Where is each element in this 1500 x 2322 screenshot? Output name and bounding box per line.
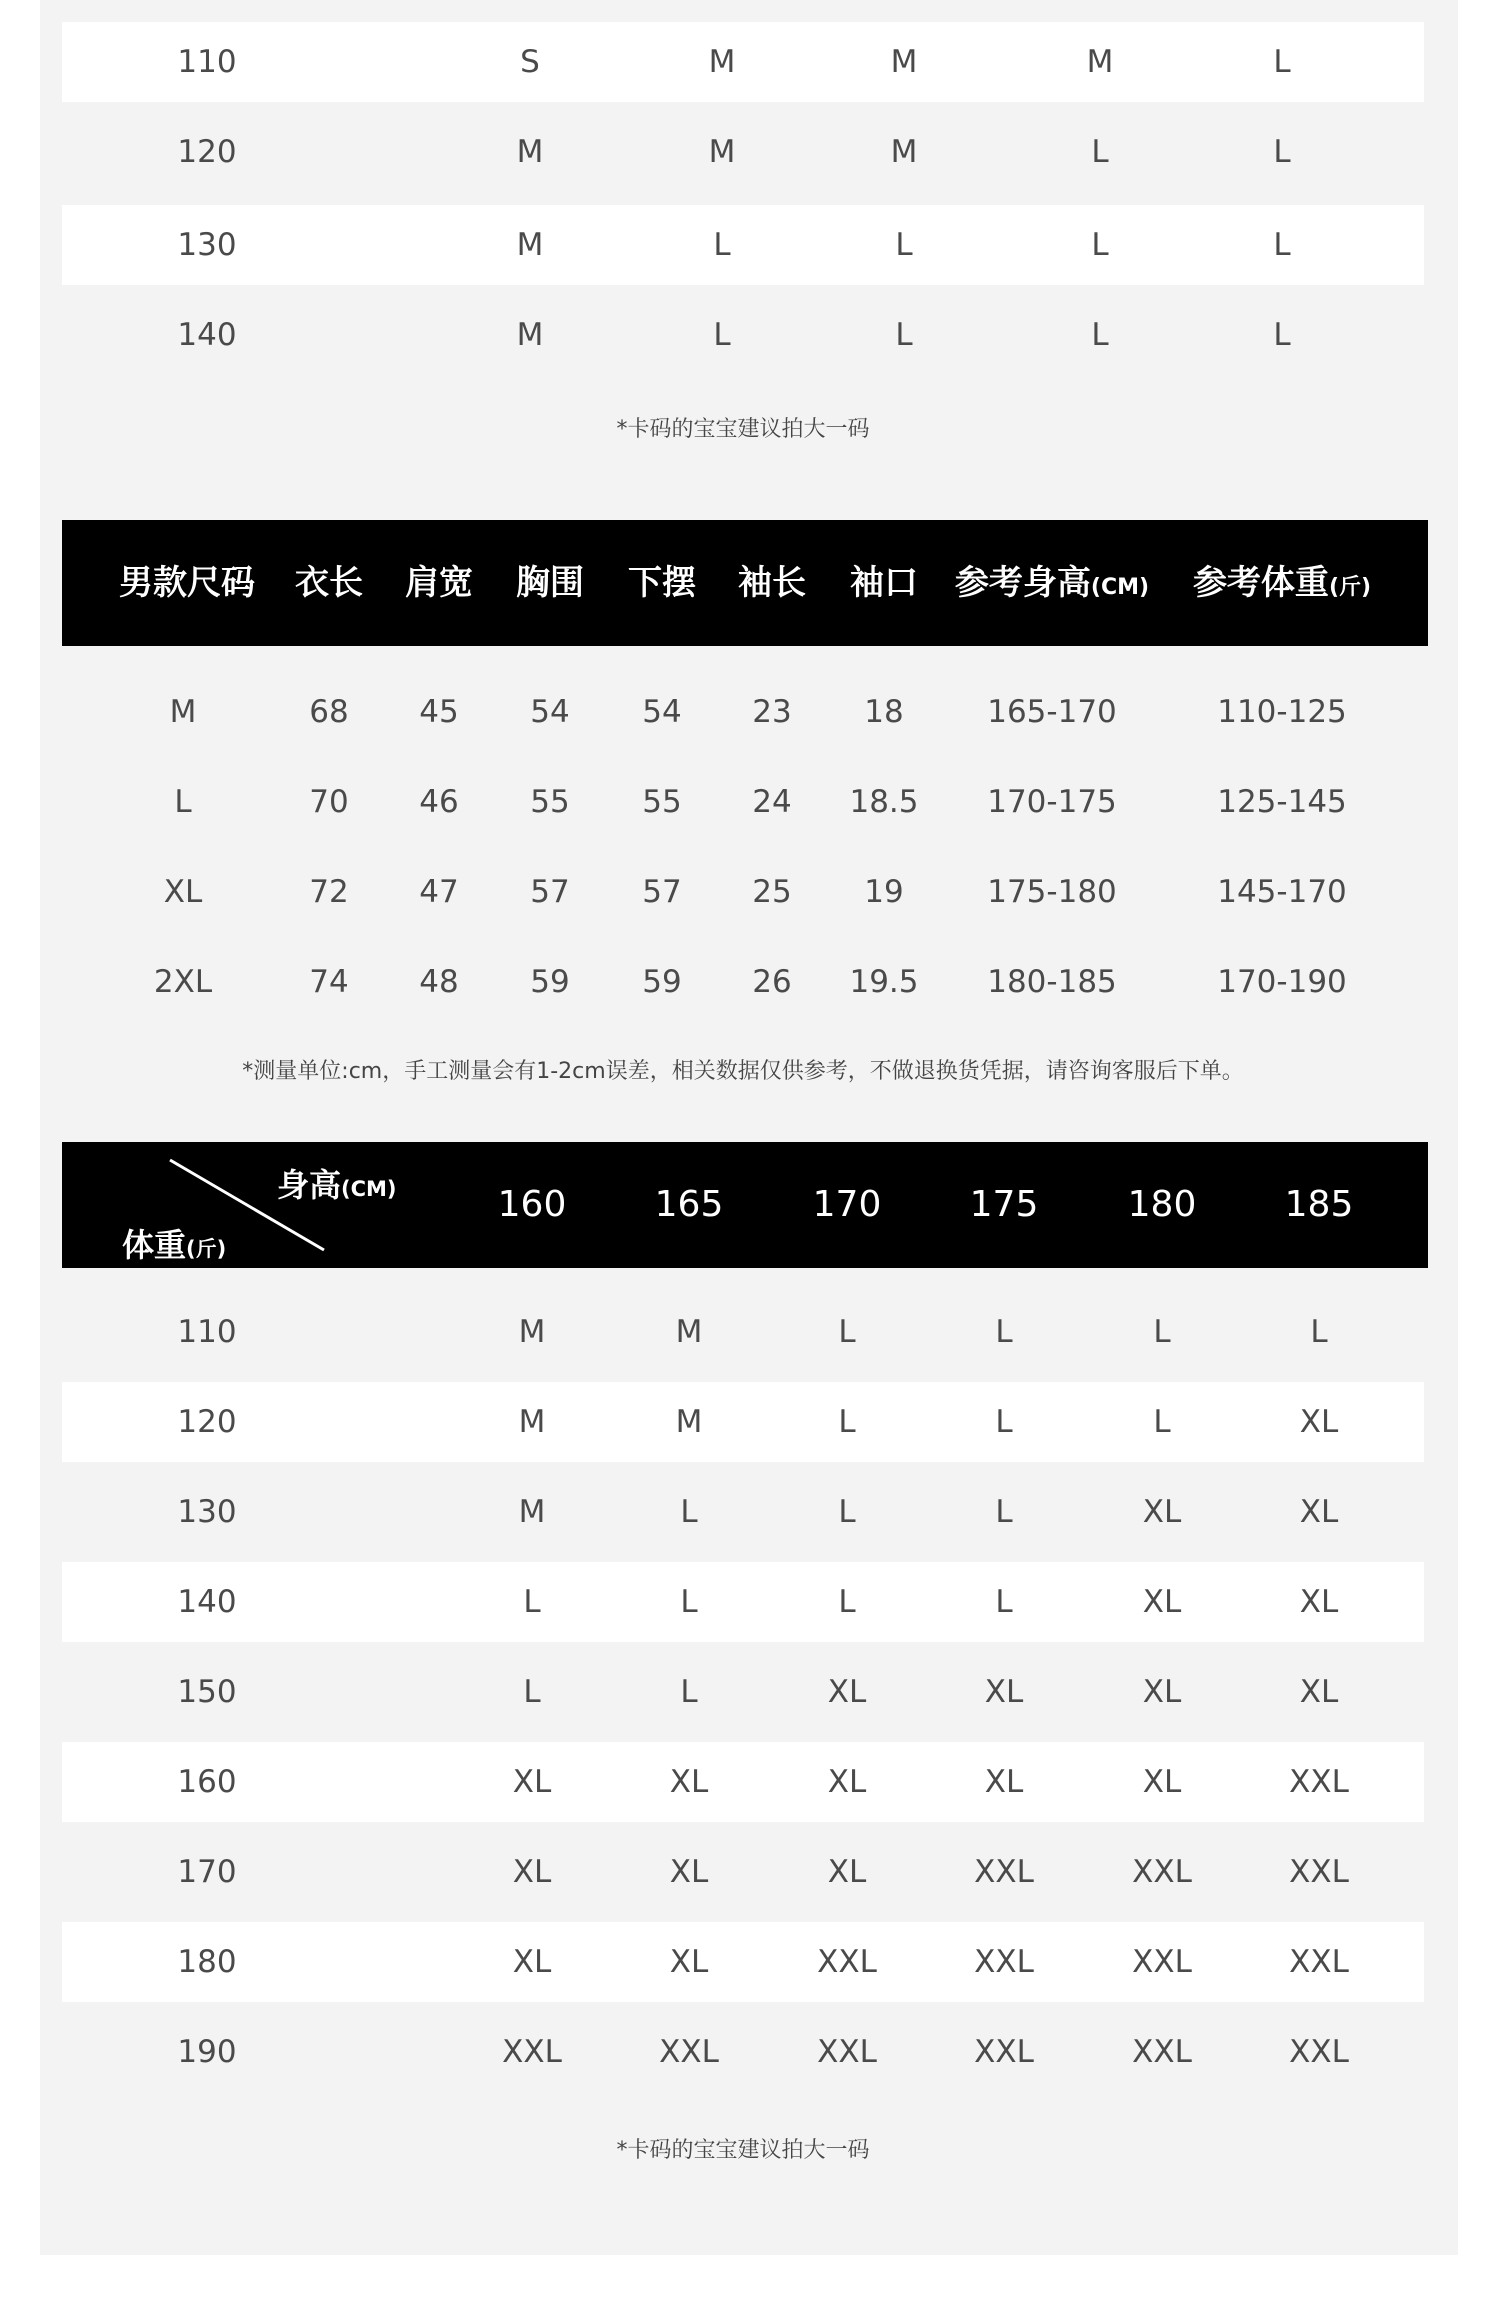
hem-cell: 54 (642, 694, 682, 730)
size-cell: L (1091, 317, 1109, 353)
size-cell: XL (669, 1854, 709, 1890)
table-row (62, 22, 1424, 102)
size-cell: XXL (817, 2034, 877, 2070)
size-cell: M (1086, 44, 1114, 80)
weight-cell: 190 (177, 2034, 237, 2070)
shoulder-cell: 46 (419, 784, 459, 820)
size-cell: XXL (1289, 1944, 1349, 1980)
length-cell: 70 (309, 784, 349, 820)
size-cell: L (680, 1494, 698, 1530)
size-cell: L (713, 227, 731, 263)
ref-height-cell: 175-180 (987, 874, 1117, 910)
table-row (62, 762, 1424, 842)
hem-cell: 55 (642, 784, 682, 820)
size-cell: M (518, 1404, 546, 1440)
ref-weight-cell: 170-190 (1217, 964, 1347, 1000)
size-cell: L (1273, 317, 1291, 353)
table-row (62, 942, 1424, 1022)
size-cell: L (895, 317, 913, 353)
shoulder-cell: 48 (419, 964, 459, 1000)
table-row (62, 2012, 1424, 2092)
shoulder-cell: 45 (419, 694, 459, 730)
table-row (62, 672, 1424, 752)
height-header-cell: 160 (497, 1184, 567, 1225)
header-size: 男款尺码 (119, 563, 255, 603)
table-row (62, 205, 1424, 285)
size-cell: M (516, 134, 544, 170)
table-row (62, 1922, 1424, 2002)
chest-cell: 54 (530, 694, 570, 730)
weight-cell: 110 (177, 1314, 237, 1350)
table-row (62, 1832, 1424, 1912)
weight-cell: 120 (177, 1404, 237, 1440)
size-tip-note: *卡码的宝宝建议拍大一码 (616, 417, 870, 442)
size-cell: XXL (502, 2034, 562, 2070)
table-row (62, 1472, 1424, 1552)
size-cell: M (890, 44, 918, 80)
header-ref-height (955, 520, 1149, 646)
size-cell: XXL (1289, 1854, 1349, 1890)
size-cell: XL (669, 1764, 709, 1800)
header-shoulder: 肩宽 (405, 563, 473, 603)
size-cell: L (1273, 227, 1291, 263)
table-row (62, 1652, 1424, 1732)
size-cell: L (1153, 1314, 1171, 1350)
size-cell: XXL (1132, 2034, 1192, 2070)
table-row (62, 295, 1424, 375)
size-cell: M (675, 1404, 703, 1440)
weight-cell: 110 (177, 44, 237, 80)
size-cell: L (680, 1584, 698, 1620)
weight-cell: 140 (177, 1584, 237, 1620)
size-cell: M (708, 44, 736, 80)
size-cell: L (1273, 44, 1291, 80)
ref-weight-cell: 145-170 (1217, 874, 1347, 910)
size-cell: M (516, 227, 544, 263)
size-cell: XXL (974, 2034, 1034, 2070)
size-cell: L (995, 1494, 1013, 1530)
size-cell: XL (1142, 1494, 1182, 1530)
size-cell: XL (827, 1674, 867, 1710)
chest-cell: 55 (530, 784, 570, 820)
size-cell: XL (1299, 1494, 1339, 1530)
height-header-cell: 180 (1127, 1184, 1197, 1225)
size-cell: XL (1299, 1404, 1339, 1440)
cuff-cell: 18.5 (849, 784, 919, 820)
size-cell: XL (669, 1944, 709, 1980)
size-cell: XL (827, 1854, 867, 1890)
weight-cell: 130 (177, 1494, 237, 1530)
weight-cell: 130 (177, 227, 237, 263)
corner-weight-text: 体重 (122, 1226, 187, 1264)
table-row (62, 1562, 1424, 1642)
size-cell: L (838, 1314, 856, 1350)
size-cell: L (995, 1584, 1013, 1620)
sleeve-cell: 24 (752, 784, 792, 820)
corner-height-unit: (CM) (341, 1177, 397, 1201)
size-cell: L (713, 317, 731, 353)
size-cell: L (523, 1584, 541, 1620)
size-cell: M (890, 134, 918, 170)
size-cell: XL (512, 1854, 552, 1890)
weight-cell: 170 (177, 1854, 237, 1890)
size-cell: XXL (974, 1944, 1034, 1980)
size-cell: XL (1142, 1674, 1182, 1710)
size-cell: L (1153, 1404, 1171, 1440)
corner-height-label (277, 1160, 397, 1206)
size-cell: L (838, 1404, 856, 1440)
size-cell: L (895, 227, 913, 263)
shoulder-cell: 47 (419, 874, 459, 910)
height-header-cell: 175 (969, 1184, 1039, 1225)
size-tip-note-bottom: *卡码的宝宝建议拍大一码 (616, 2138, 870, 2163)
sleeve-cell: 25 (752, 874, 792, 910)
size-cell: XXL (1289, 2034, 1349, 2070)
size-cell: XXL (1289, 1764, 1349, 1800)
table-row (62, 1382, 1424, 1462)
header-ref-weight-unit: (斤) (1328, 575, 1372, 600)
header-hem: 下摆 (628, 563, 696, 603)
chest-cell: 57 (530, 874, 570, 910)
header-ref-height-unit: (CM) (1090, 575, 1150, 600)
size-cell: L (174, 784, 192, 820)
table-row (62, 1292, 1424, 1372)
size-cell: M (518, 1314, 546, 1350)
height-header-cell: 165 (654, 1184, 724, 1225)
size-cell: XL (1142, 1584, 1182, 1620)
length-cell: 68 (309, 694, 349, 730)
size-cell: S (520, 44, 540, 80)
size-cell: M (169, 694, 197, 730)
weight-cell: 180 (177, 1944, 237, 1980)
size-cell: XXL (1132, 1854, 1192, 1890)
size-cell: L (995, 1404, 1013, 1440)
weight-cell: 140 (177, 317, 237, 353)
table-row (62, 1742, 1424, 1822)
size-cell: XL (984, 1764, 1024, 1800)
hem-cell: 59 (642, 964, 682, 1000)
size-cell: XXL (817, 1944, 877, 1980)
header-length: 衣长 (295, 563, 363, 603)
size-cell: XXL (1132, 1944, 1192, 1980)
header-ref-weight (1193, 520, 1371, 646)
length-cell: 72 (309, 874, 349, 910)
size-cell: L (838, 1584, 856, 1620)
size-cell: M (516, 317, 544, 353)
size-cell: XL (827, 1764, 867, 1800)
size-cell: L (1310, 1314, 1328, 1350)
size-cell: M (675, 1314, 703, 1350)
size-cell: M (518, 1494, 546, 1530)
weight-cell: 150 (177, 1674, 237, 1710)
length-cell: 74 (309, 964, 349, 1000)
ref-height-cell: 180-185 (987, 964, 1117, 1000)
size-cell: XL (984, 1674, 1024, 1710)
sleeve-cell: 23 (752, 694, 792, 730)
height-header-cell: 185 (1284, 1184, 1354, 1225)
size-cell: L (838, 1494, 856, 1530)
size-cell: 2XL (153, 964, 213, 1000)
size-chart-header (62, 520, 1428, 646)
table-row (62, 852, 1424, 932)
size-cell: L (995, 1314, 1013, 1350)
size-cell: XL (1299, 1674, 1339, 1710)
size-cell: XL (163, 874, 203, 910)
weight-cell: 120 (177, 134, 237, 170)
size-cell: XL (1299, 1584, 1339, 1620)
cuff-cell: 19 (864, 874, 904, 910)
cuff-cell: 18 (864, 694, 904, 730)
corner-cell (62, 1142, 442, 1268)
size-cell: XL (512, 1764, 552, 1800)
measurement-note: *测量单位:cm，手工测量会有1-2cm误差，相关数据仅供参考，不做退换货凭据，请咨询客服后下单。 (242, 1059, 1244, 1084)
cuff-cell: 19.5 (849, 964, 919, 1000)
corner-weight-unit: (斤) (186, 1237, 227, 1261)
hem-cell: 57 (642, 874, 682, 910)
header-ref-weight-label: 参考体重 (1192, 563, 1329, 603)
corner-height-text: 身高 (277, 1166, 342, 1204)
header-cuff: 袖口 (850, 563, 918, 603)
sleeve-cell: 26 (752, 964, 792, 1000)
size-cell: L (1273, 134, 1291, 170)
ref-height-cell: 165-170 (987, 694, 1117, 730)
chest-cell: 59 (530, 964, 570, 1000)
corner-weight-label (122, 1220, 226, 1266)
size-cell: L (1091, 134, 1109, 170)
size-cell: XL (512, 1944, 552, 1980)
size-cell: L (523, 1674, 541, 1710)
ref-weight-cell: 110-125 (1217, 694, 1347, 730)
size-cell: XL (1142, 1764, 1182, 1800)
header-sleeve: 袖长 (738, 563, 806, 603)
recommend-header (62, 1142, 1428, 1268)
size-cell: L (680, 1674, 698, 1710)
header-ref-height-label: 参考身高 (954, 563, 1091, 603)
table-row (62, 112, 1424, 192)
ref-weight-cell: 125-145 (1217, 784, 1347, 820)
size-cell: M (708, 134, 736, 170)
weight-cell: 160 (177, 1764, 237, 1800)
size-cell: XXL (659, 2034, 719, 2070)
header-chest: 胸围 (516, 563, 584, 603)
size-cell: XXL (974, 1854, 1034, 1890)
ref-height-cell: 170-175 (987, 784, 1117, 820)
size-cell: L (1091, 227, 1109, 263)
height-header-cell: 170 (812, 1184, 882, 1225)
